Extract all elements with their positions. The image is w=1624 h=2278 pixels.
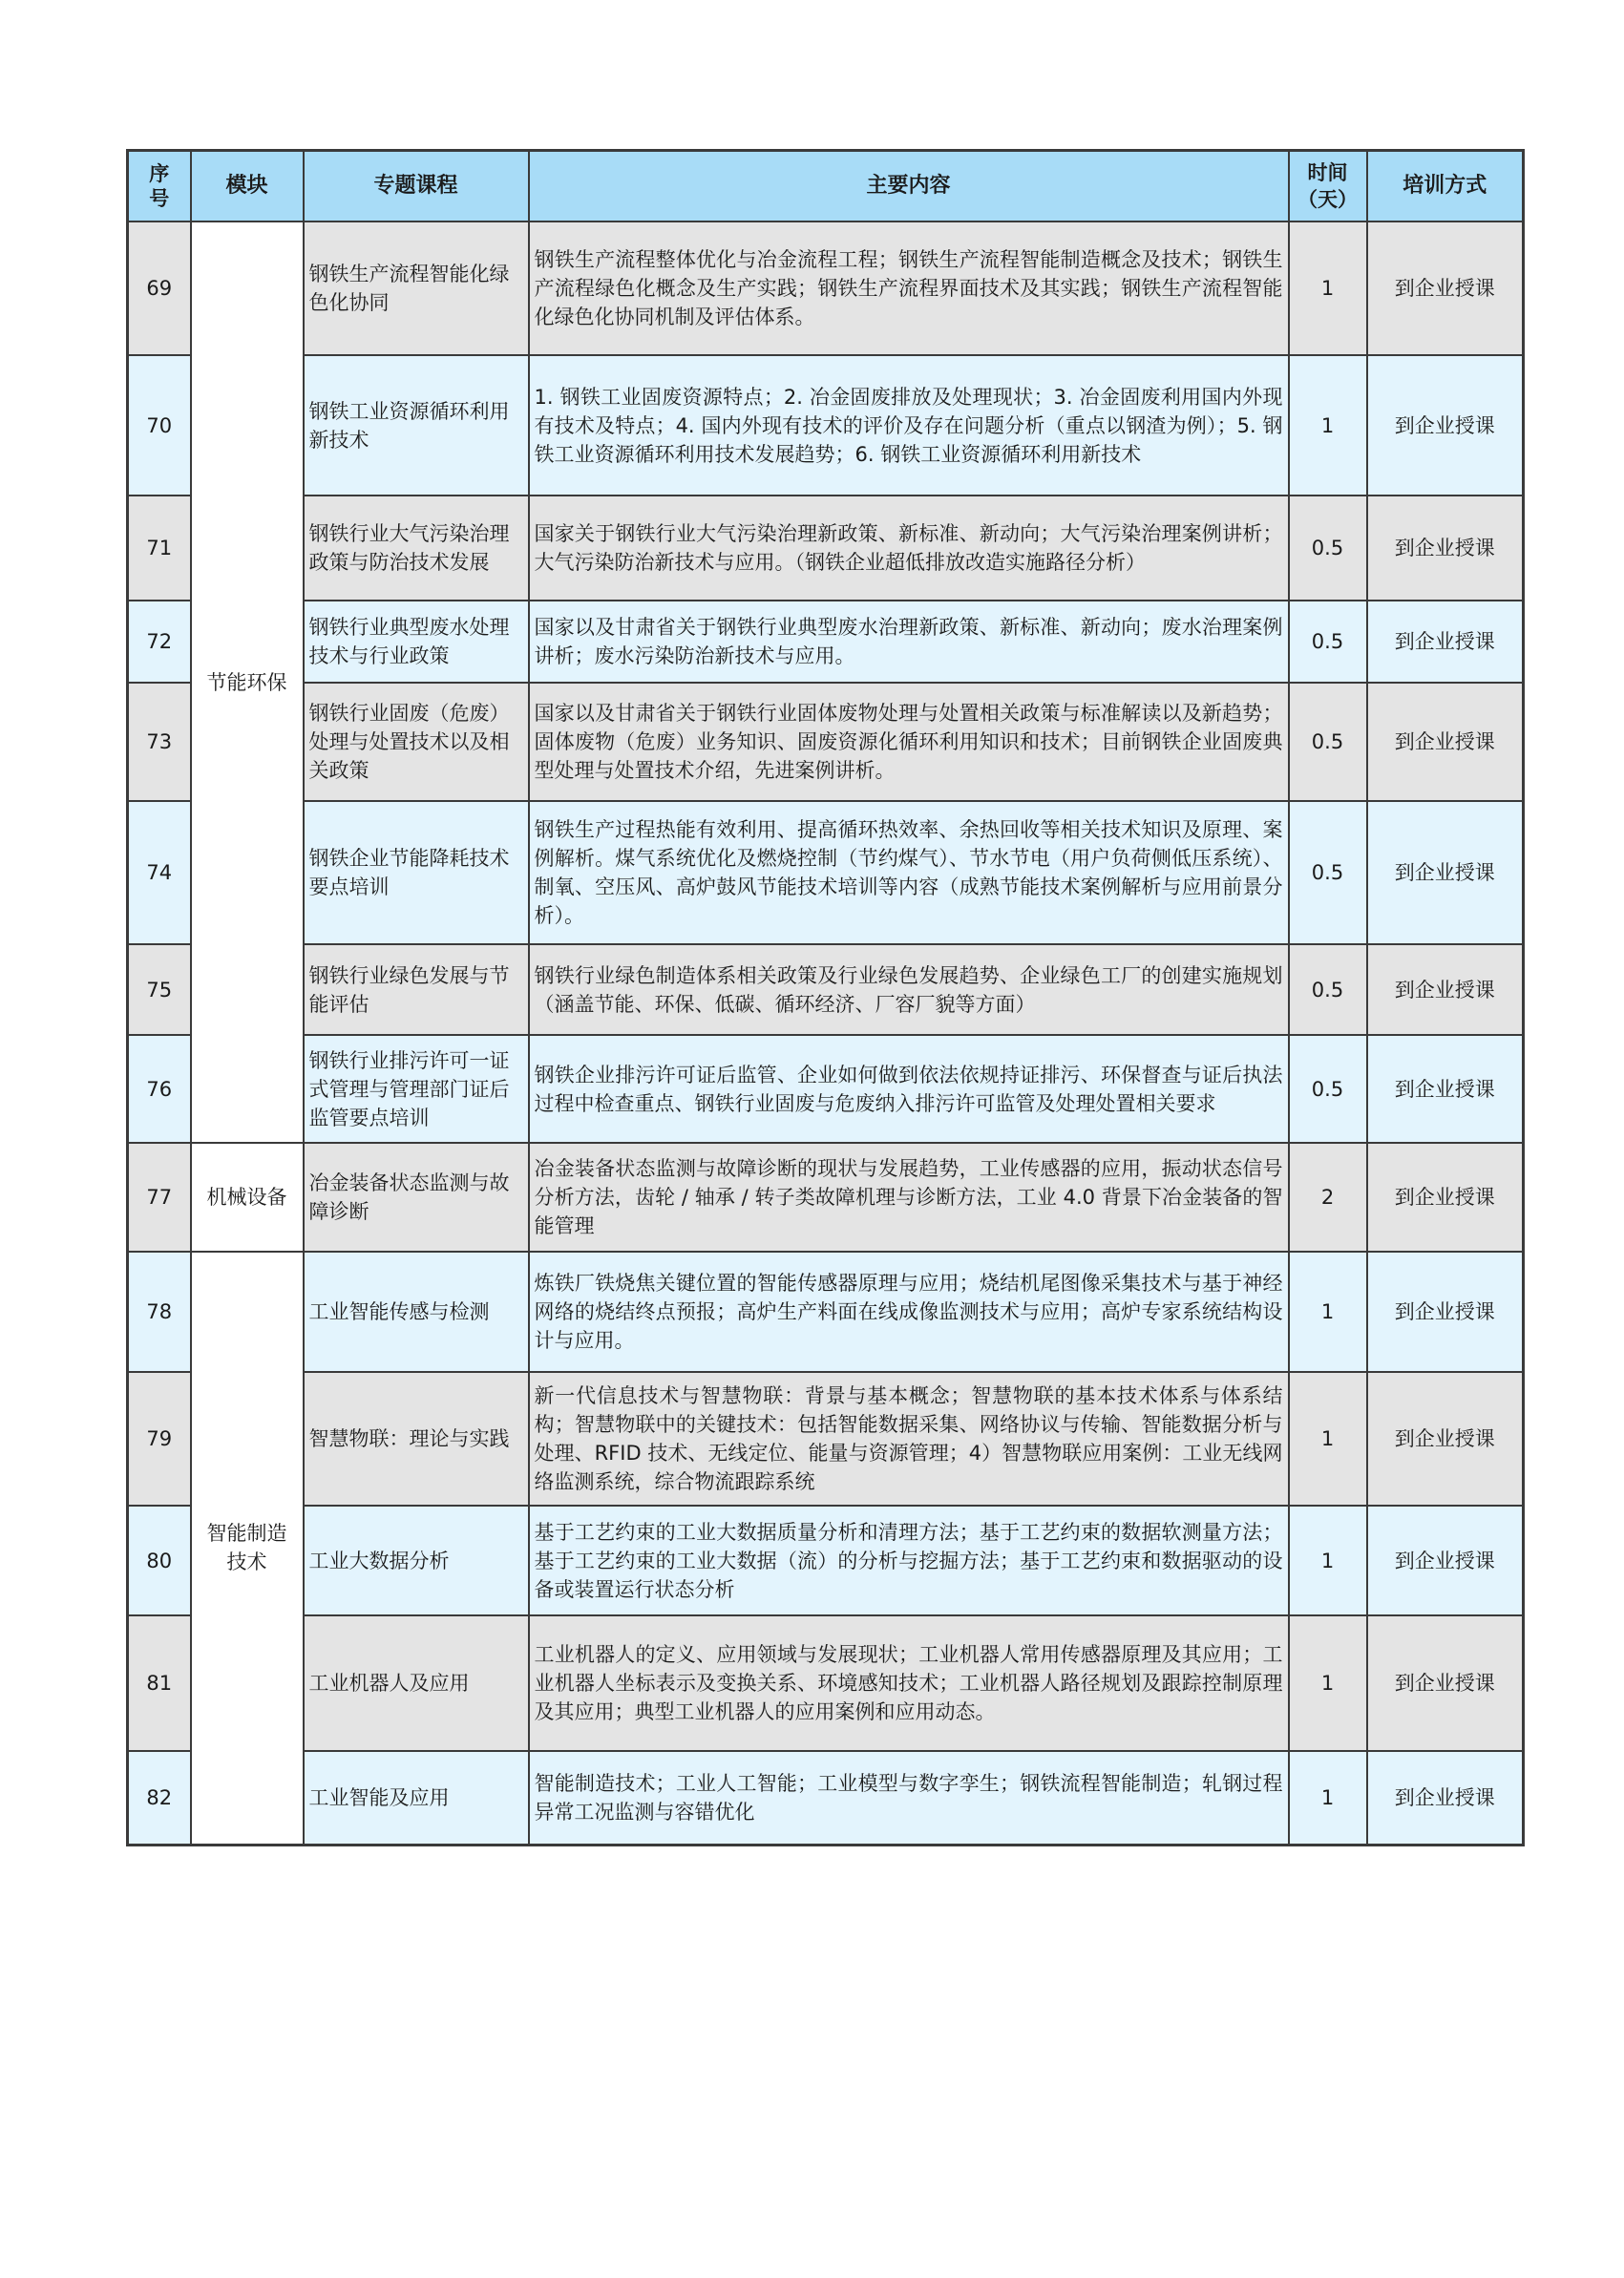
content-cell: 冶金装备状态监测与故障诊断的现状与发展趋势，工业传感器的应用，振动状态信号分析方法，齿轮 / 轴承 / 转子类故障机理与诊断方法，工业 4.0 背景下冶金装备的智能管理 — [529, 1143, 1289, 1252]
row-number: 82 — [128, 1751, 191, 1845]
method-cell: 到企业授课 — [1367, 1372, 1524, 1506]
row-number: 78 — [128, 1252, 191, 1372]
course-table — [126, 149, 1525, 1846]
topic-cell: 钢铁行业排污许可一证式管理与管理部门证后监管要点培训 — [304, 1035, 529, 1143]
table-row — [128, 1751, 1524, 1845]
content-cell: 国家以及甘肃省关于钢铁行业典型废水治理新政策、新标准、新动向；废水治理案例讲析；废水污染防治新技术与应用。 — [529, 601, 1289, 683]
content-cell: 新一代信息技术与智慧物联：背景与基本概念；智慧物联的基本技术体系与体系结构；智慧物联中的关键技术：包括智能数据采集、网络协议与传输、智能数据分析与处理、RFID 技术、无线定位、能量与资源管理；4）智慧物联应用案例：工业无线网络监测系统，综合物流跟踪系统 — [529, 1372, 1289, 1506]
table-row — [128, 1035, 1524, 1143]
topic-cell: 工业智能传感与检测 — [304, 1252, 529, 1372]
method-cell: 到企业授课 — [1367, 801, 1524, 944]
row-number: 73 — [128, 683, 191, 801]
table-row — [128, 221, 1524, 355]
content-cell: 炼铁厂铁烧焦关键位置的智能传感器原理与应用；烧结机尾图像采集技术与基于神经网络的烧结终点预报；高炉生产料面在线成像监测技术与应用；高炉专家系统结构设计与应用。 — [529, 1252, 1289, 1372]
row-number: 77 — [128, 1143, 191, 1252]
days-cell: 1 — [1289, 221, 1367, 355]
content-cell: 钢铁生产过程热能有效利用、提高循环热效率、余热回收等相关技术知识及原理、案例解析。煤气系统优化及燃烧控制（节约煤气）、节水节电（用户负荷侧低压系统）、制氧、空压风、高炉鼓风节能技术培训等内容（成熟节能技术案例解析与应用前景分析）。 — [529, 801, 1289, 944]
table-row — [128, 1372, 1524, 1506]
table-row — [128, 944, 1524, 1035]
table-row — [128, 1143, 1524, 1252]
row-number: 76 — [128, 1035, 191, 1143]
content-cell: 国家以及甘肃省关于钢铁行业固体废物处理与处置相关政策与标准解读以及新趋势；固体废物（危废）业务知识、固废资源化循环利用知识和技术；目前钢铁企业固废典型处理与处置技术介绍，先进案例讲析。 — [529, 683, 1289, 801]
days-cell: 1 — [1289, 1751, 1367, 1845]
module-cell: 节能环保 — [191, 221, 304, 1143]
header-topic: 专题课程 — [304, 151, 529, 222]
content-cell: 基于工艺约束的工业大数据质量分析和清理方法；基于工艺约束的数据软测量方法；基于工艺约束的工业大数据（流）的分析与挖掘方法；基于工艺约束和数据驱动的设备或装置运行状态分析 — [529, 1506, 1289, 1615]
row-number: 80 — [128, 1506, 191, 1615]
days-cell: 1 — [1289, 1615, 1367, 1751]
content-cell: 钢铁行业绿色制造体系相关政策及行业绿色发展趋势、企业绿色工厂的创建实施规划（涵盖节能、环保、低碳、循环经济、厂容厂貌等方面） — [529, 944, 1289, 1035]
method-cell: 到企业授课 — [1367, 1506, 1524, 1615]
days-cell: 0.5 — [1289, 601, 1367, 683]
method-cell: 到企业授课 — [1367, 944, 1524, 1035]
table-row — [128, 496, 1524, 601]
table-row — [128, 1252, 1524, 1372]
table-row — [128, 601, 1524, 683]
method-cell: 到企业授课 — [1367, 1252, 1524, 1372]
topic-cell: 冶金装备状态监测与故障诊断 — [304, 1143, 529, 1252]
days-cell: 2 — [1289, 1143, 1367, 1252]
header-days: 时间（天） — [1289, 151, 1367, 222]
module-cell: 机械设备 — [191, 1143, 304, 1252]
topic-cell: 钢铁行业固废（危废）处理与处置技术以及相关政策 — [304, 683, 529, 801]
module-cell: 智能制造技术 — [191, 1252, 304, 1845]
topic-cell: 钢铁企业节能降耗技术要点培训 — [304, 801, 529, 944]
table-row — [128, 355, 1524, 496]
row-number: 75 — [128, 944, 191, 1035]
table-row — [128, 683, 1524, 801]
row-number: 71 — [128, 496, 191, 601]
days-cell: 0.5 — [1289, 1035, 1367, 1143]
header-content: 主要内容 — [529, 151, 1289, 222]
row-number: 79 — [128, 1372, 191, 1506]
method-cell: 到企业授课 — [1367, 683, 1524, 801]
topic-cell: 钢铁行业绿色发展与节能评估 — [304, 944, 529, 1035]
header-module: 模块 — [191, 151, 304, 222]
days-cell: 1 — [1289, 1506, 1367, 1615]
content-cell: 国家关于钢铁行业大气污染治理新政策、新标准、新动向；大气污染治理案例讲析；大气污染防治新技术与应用。（钢铁企业超低排放改造实施路径分析） — [529, 496, 1289, 601]
content-cell: 钢铁生产流程整体优化与冶金流程工程；钢铁生产流程智能制造概念及技术；钢铁生产流程绿色化概念及生产实践；钢铁生产流程界面技术及其实践；钢铁生产流程智能化绿色化协同机制及评估体系。 — [529, 221, 1289, 355]
header-no: 序号 — [128, 151, 191, 222]
table-row — [128, 1506, 1524, 1615]
method-cell: 到企业授课 — [1367, 1035, 1524, 1143]
content-cell: 1. 钢铁工业固废资源特点；2. 冶金固废排放及处理现状；3. 冶金固废利用国内外现有技术及特点；4. 国内外现有技术的评价及存在问题分析（重点以钢渣为例）；5. 钢铁工业资源循环利用技术发展趋势；6. 钢铁工业资源循环利用新技术 — [529, 355, 1289, 496]
topic-cell: 钢铁行业大气污染治理政策与防治技术发展 — [304, 496, 529, 601]
topic-cell: 钢铁工业资源循环利用新技术 — [304, 355, 529, 496]
days-cell: 0.5 — [1289, 944, 1367, 1035]
row-number: 72 — [128, 601, 191, 683]
method-cell: 到企业授课 — [1367, 355, 1524, 496]
topic-cell: 智慧物联：理论与实践 — [304, 1372, 529, 1506]
header-row — [128, 151, 1524, 222]
topic-cell: 工业机器人及应用 — [304, 1615, 529, 1751]
topic-cell: 钢铁行业典型废水处理技术与行业政策 — [304, 601, 529, 683]
method-cell: 到企业授课 — [1367, 1615, 1524, 1751]
topic-cell: 工业智能及应用 — [304, 1751, 529, 1845]
content-cell: 智能制造技术；工业人工智能；工业模型与数字孪生；钢铁流程智能制造；轧钢过程异常工况监测与容错优化 — [529, 1751, 1289, 1845]
days-cell: 1 — [1289, 355, 1367, 496]
method-cell: 到企业授课 — [1367, 601, 1524, 683]
content-cell: 工业机器人的定义、应用领域与发展现状；工业机器人常用传感器原理及其应用；工业机器人坐标表示及变换关系、环境感知技术；工业机器人路径规划及跟踪控制原理及其应用；典型工业机器人的应用案例和应用动态。 — [529, 1615, 1289, 1751]
days-cell: 1 — [1289, 1252, 1367, 1372]
days-cell: 0.5 — [1289, 683, 1367, 801]
method-cell: 到企业授课 — [1367, 221, 1524, 355]
row-number: 69 — [128, 221, 191, 355]
content-cell: 钢铁企业排污许可证后监管、企业如何做到依法依规持证排污、环保督查与证后执法过程中检查重点、钢铁行业固废与危废纳入排污许可监管及处理处置相关要求 — [529, 1035, 1289, 1143]
days-cell: 0.5 — [1289, 496, 1367, 601]
method-cell: 到企业授课 — [1367, 1751, 1524, 1845]
method-cell: 到企业授课 — [1367, 1143, 1524, 1252]
row-number: 81 — [128, 1615, 191, 1751]
row-number: 74 — [128, 801, 191, 944]
method-cell: 到企业授课 — [1367, 496, 1524, 601]
table-row — [128, 1615, 1524, 1751]
table-row — [128, 801, 1524, 944]
row-number: 70 — [128, 355, 191, 496]
topic-cell: 钢铁生产流程智能化绿色化协同 — [304, 221, 529, 355]
days-cell: 0.5 — [1289, 801, 1367, 944]
days-cell: 1 — [1289, 1372, 1367, 1506]
topic-cell: 工业大数据分析 — [304, 1506, 529, 1615]
header-method: 培训方式 — [1367, 151, 1524, 222]
